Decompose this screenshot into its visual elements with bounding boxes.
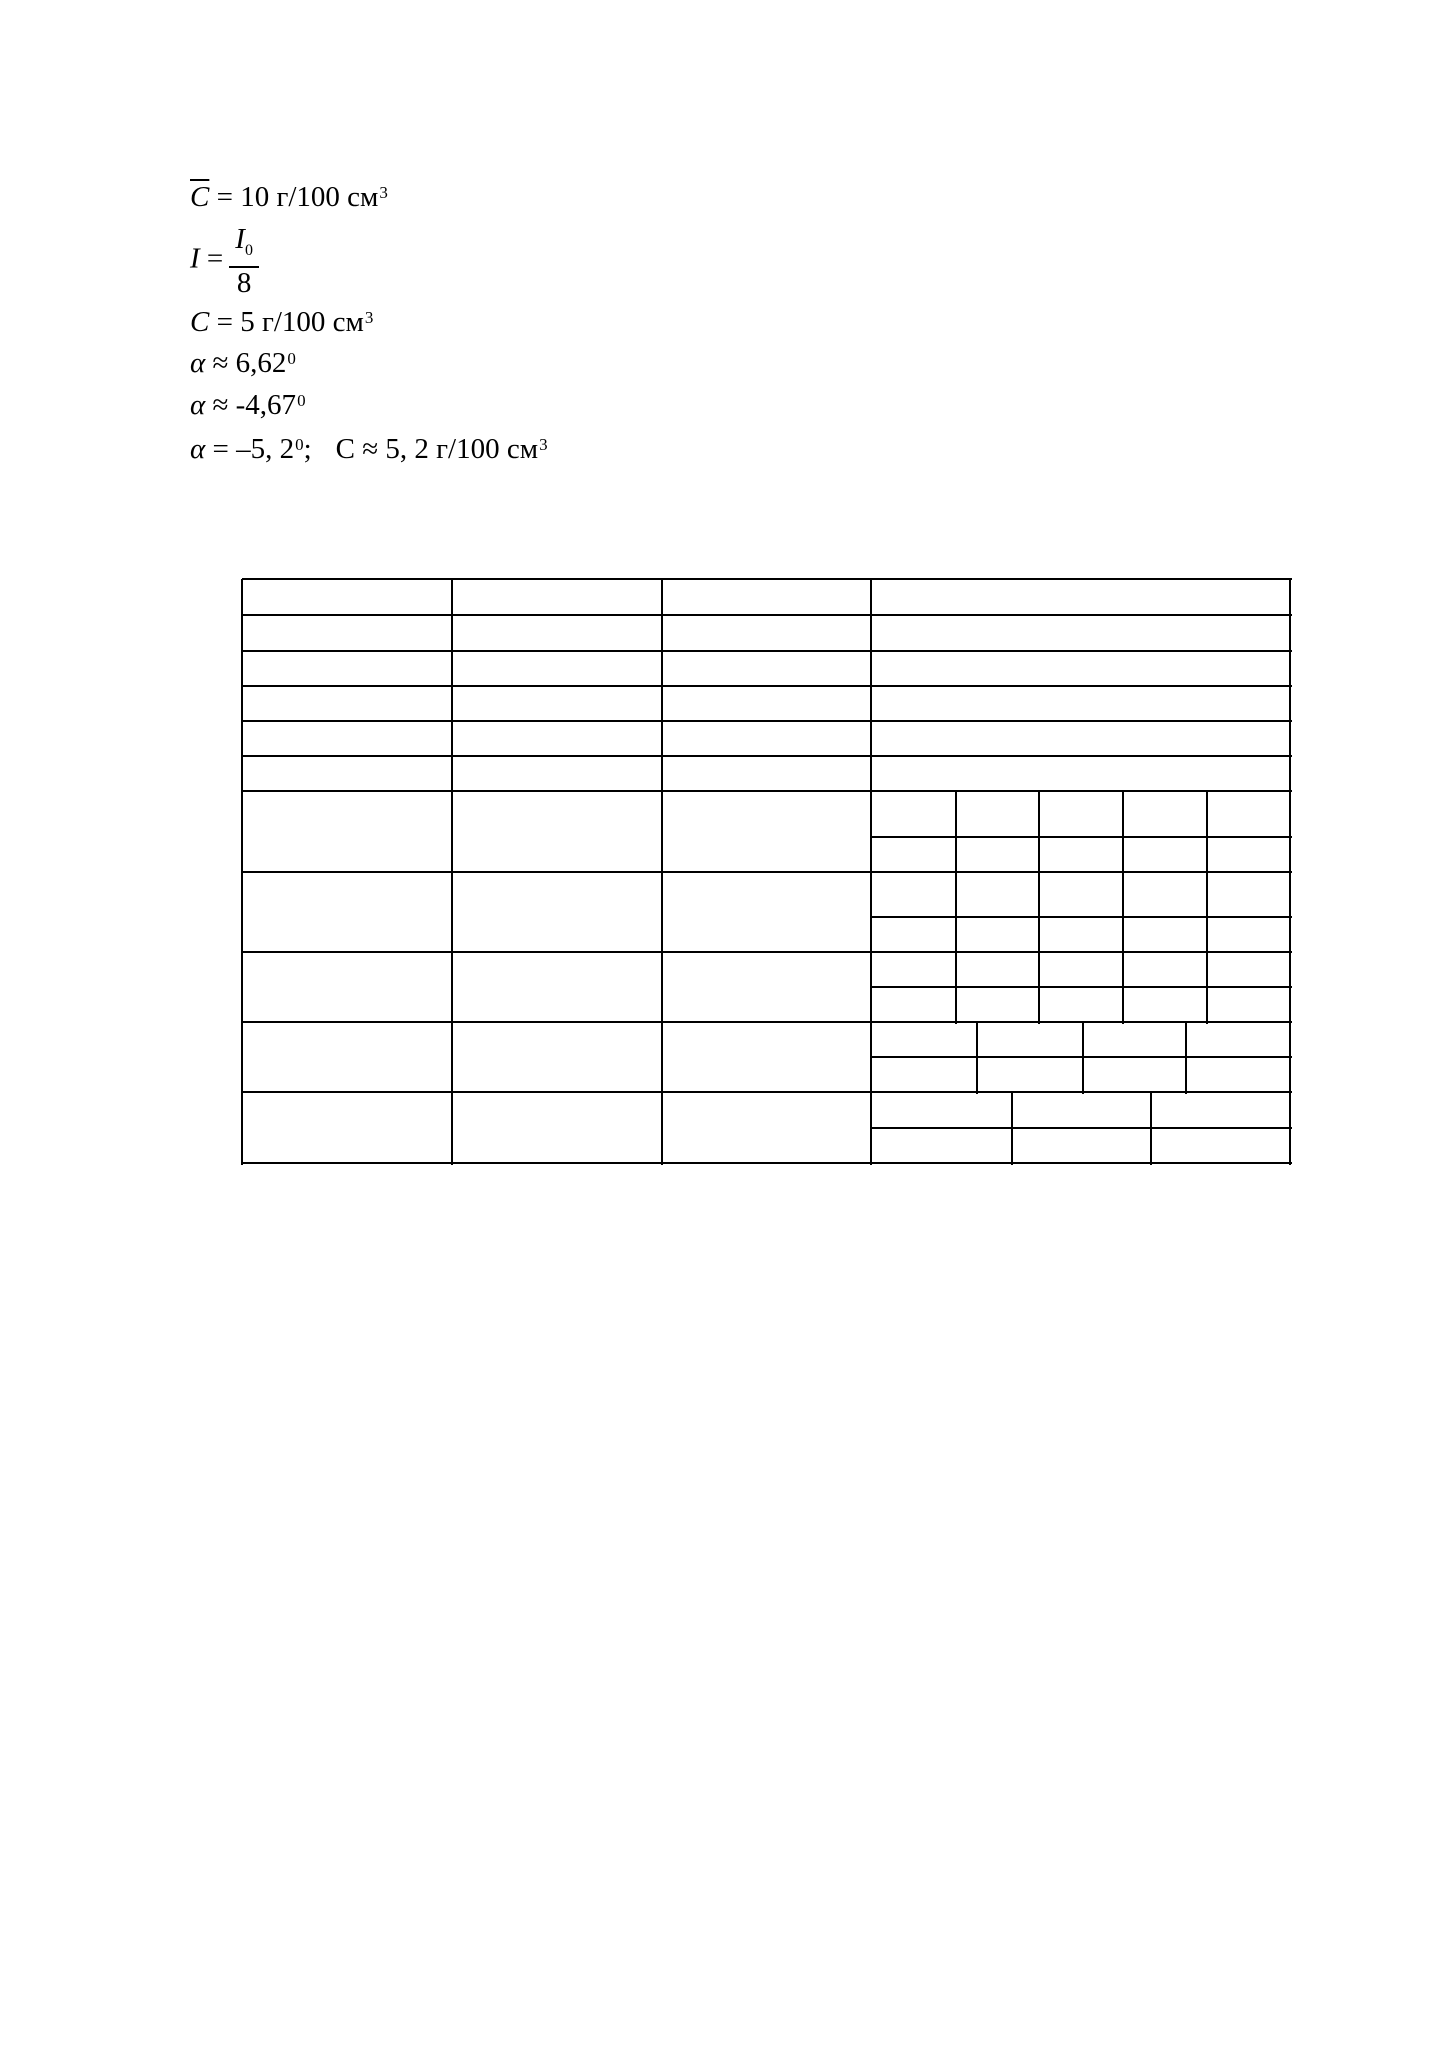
table-rule-v-14 <box>661 579 663 1165</box>
formula-angle-3 <box>190 432 548 466</box>
formula-mean-concentration <box>190 180 388 214</box>
formula-angle-1 <box>190 346 296 380</box>
formula-intensity <box>190 224 259 298</box>
table-rule-h-7 <box>242 871 1292 873</box>
expression: = 5 г/100 см <box>209 306 364 338</box>
table-rule-v-35 <box>1185 1022 1187 1094</box>
table-rule-v-29 <box>1038 952 1040 1024</box>
table-rule-v-37 <box>1011 1092 1013 1165</box>
table-rule-v-21 <box>1206 791 1208 874</box>
table-rule-v-31 <box>1206 952 1208 1024</box>
table-rule-v-33 <box>976 1022 978 1094</box>
table-rule-h-3 <box>242 685 1292 687</box>
table-rule-v-34 <box>1082 1022 1084 1094</box>
table-rule-h-9 <box>242 1021 1292 1023</box>
exponent: 0 <box>287 349 296 368</box>
table-rule-v-16 <box>1289 579 1291 1165</box>
table-rule-v-13 <box>451 579 453 1165</box>
exponent: 0 <box>297 391 306 410</box>
table-rule-h-1 <box>242 614 1292 616</box>
table-rule-v-23 <box>955 872 957 954</box>
numerator <box>229 224 259 268</box>
concentration-result: C ≈ 5, 2 г/100 см <box>335 433 539 465</box>
symbol: α <box>190 347 206 379</box>
exponent: 3 <box>364 308 374 327</box>
symbol: α <box>190 433 206 465</box>
expression: ≈ 6,62 <box>205 347 287 379</box>
table-rule-v-20 <box>1122 791 1124 874</box>
table-rule-h-22 <box>871 916 1292 918</box>
formula-angle-2 <box>190 388 306 422</box>
table-rule-v-30 <box>1122 952 1124 1024</box>
table-rule-v-19 <box>1038 791 1040 874</box>
table-rule-h-17 <box>871 836 1292 838</box>
exponent: 3 <box>379 183 388 202</box>
table-rule-h-36 <box>871 1127 1292 1129</box>
table-rule-h-11 <box>242 1162 1292 1164</box>
table-rule-v-25 <box>1122 872 1124 954</box>
result-exponent: 3 <box>539 435 548 454</box>
denominator: 8 <box>236 266 252 299</box>
table-rule-v-28 <box>955 952 957 1024</box>
table-rule-h-4 <box>242 720 1292 722</box>
equals: = <box>199 242 224 275</box>
formula-concentration <box>190 305 373 339</box>
fraction <box>229 224 259 298</box>
table-rule-h-8 <box>242 951 1292 953</box>
symbol: $\overline{C}$ <box>190 181 210 213</box>
separator: ; <box>303 433 312 465</box>
table-rule-v-24 <box>1038 872 1040 954</box>
numerator-subscript: 0 <box>244 241 253 259</box>
table-rule-v-18 <box>955 791 957 874</box>
table-rule-v-15 <box>870 579 872 1165</box>
table-rule-h-0 <box>242 578 1292 580</box>
table-rule-v-38 <box>1150 1092 1152 1165</box>
symbol: α <box>190 389 206 421</box>
table-rule-h-10 <box>242 1091 1292 1093</box>
expression: = –5, 2 <box>205 433 295 465</box>
table-rule-v-26 <box>1206 872 1208 954</box>
table-rule-h-27 <box>871 986 1292 988</box>
table-rule-h-6 <box>242 790 1292 792</box>
table-rule-v-12 <box>241 579 243 1165</box>
table-rule-h-5 <box>242 755 1292 757</box>
symbol: I <box>190 242 200 275</box>
expression: ≈ -4,67 <box>205 389 297 421</box>
exponent: 0 <box>295 435 304 454</box>
table-rule-h-2 <box>242 650 1292 652</box>
expression: = 10 г/100 см <box>209 181 379 213</box>
symbol: C <box>190 306 210 338</box>
numerator-symbol: I <box>235 223 245 255</box>
